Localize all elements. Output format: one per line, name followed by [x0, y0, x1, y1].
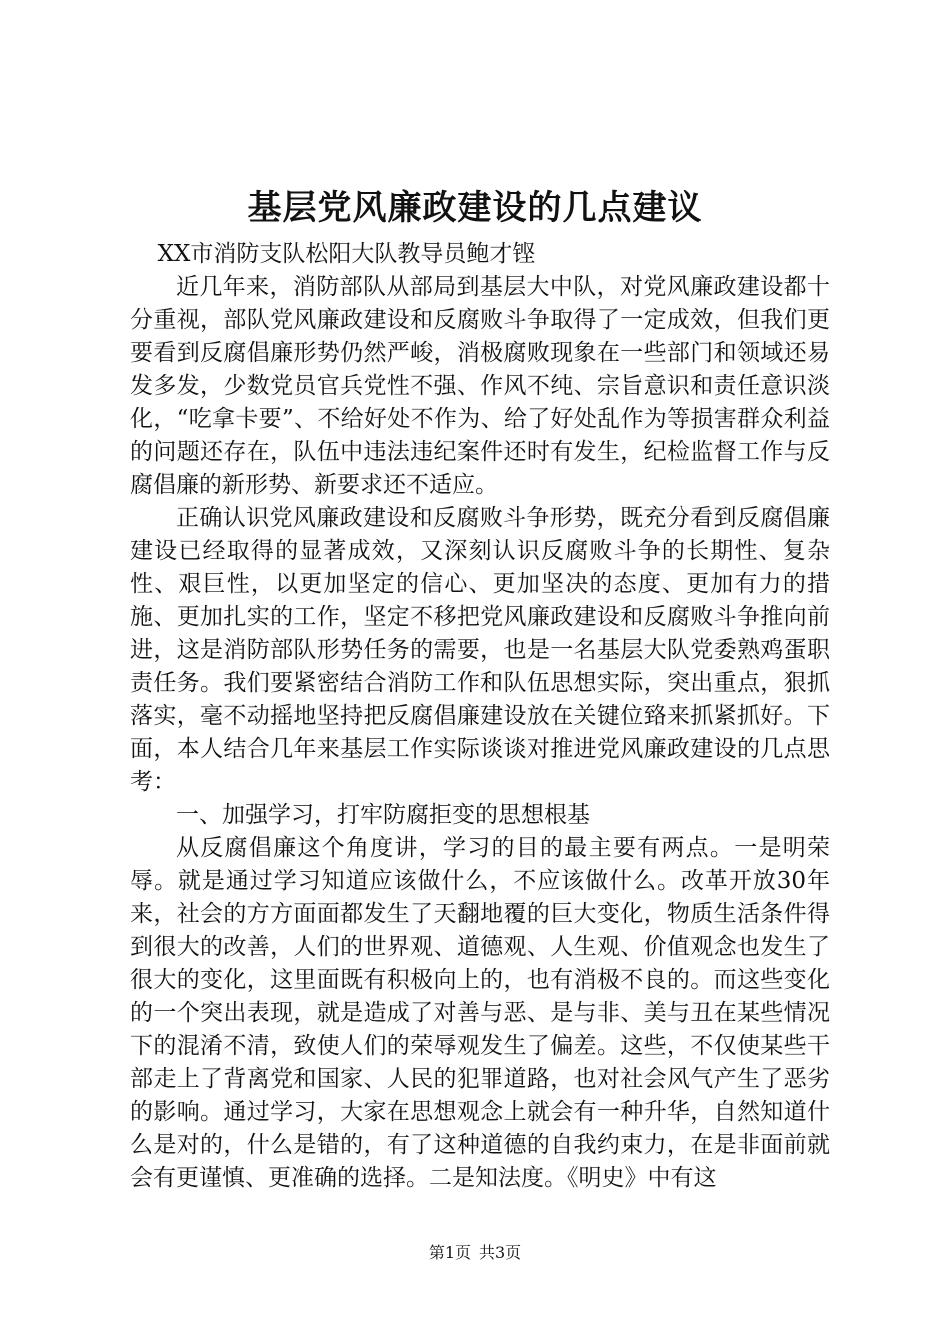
paragraph: 正确认识党风廉政建设和反腐败斗争形势，既充分看到反腐倡廉建设已经取得的显著成效，又深刻认识反腐败斗争的长期性、复杂性、艰巨性，以更加坚定的信心、更加坚决的态度、更加有力的措施、更加扎实的工作，坚定不移把党风廉政建设和反腐败斗争推向前进，这是消防部队形势任务的需要，也是一名基层大队党委熟鸡蛋职责任务。我们要紧密结合消防工作和队伍思想实际，突出重点，狠抓落实，毫不动摇地坚持把反腐倡廉建设放在关键位臵来抓紧抓好。下面，本人结合几年来基层工作实际谈谈对推进党风廉政建设的几点思考： [130, 505, 830, 795]
author-line: XX市消防支队松阳大队教导员鲍才铿 [157, 241, 536, 267]
page-total: 共3页 [479, 1243, 522, 1262]
page-footer [0, 1242, 950, 1264]
section-heading: 一、加强学习，打牢防腐拒变的思想根基 [176, 802, 590, 828]
paragraph: 从反腐倡廉这个角度讲，学习的目的最主要有两点。一是明荣辱。就是通过学习知道应该做什么，不应该做什么。改革开放30年来，社会的方方面面都发生了天翻地覆的巨大变化，物质生活条件得到很大的改善，人们的世界观、道德观、人生观、价值观念也发生了很大的变化，这里面既有积极向上的，也有消极不良的。而这些变化的一个突出表现，就是造成了对善与恶、是与非、美与丑在某些情况下的混淆不清，致使人们的荣辱观发生了偏差。这些，不仅使某些干部走上了背离党和国家、人民的犯罪道路，也对社会风气产生了恶劣的影响。通过学习，大家在思想观念上就会有一种升华，自然知道什么是对的，什么是错的，有了这种道德的自我约束力，在是非面前就会有更谨慎、更准确的选择。二是知法度。《明史》中有这 [130, 835, 830, 1191]
document-body [130, 238, 830, 1195]
document-title: 基层党风廉政建设的几点建议 [247, 188, 703, 228]
paragraph: 近几年来，消防部队从部局到基层大中队，对党风廉政建设都十分重视，部队党风廉政建设和反腐败斗争取得了一定成效，但我们更要看到反腐倡廉形势仍然严峻，消极腐败现象在一些部门和领域还易发多发，少数党员官兵党性不强、作风不纯、宗旨意识和责任意识淡化，“吃拿卡要”、不给好处不作为、给了好处乱作为等损害群众利益的问题还存在，队伍中违法违纪案件还时有发生，纪检监督工作与反腐倡廉的新形势、新要求还不适应。 [130, 274, 830, 498]
page-number: 第1页 [428, 1243, 471, 1262]
